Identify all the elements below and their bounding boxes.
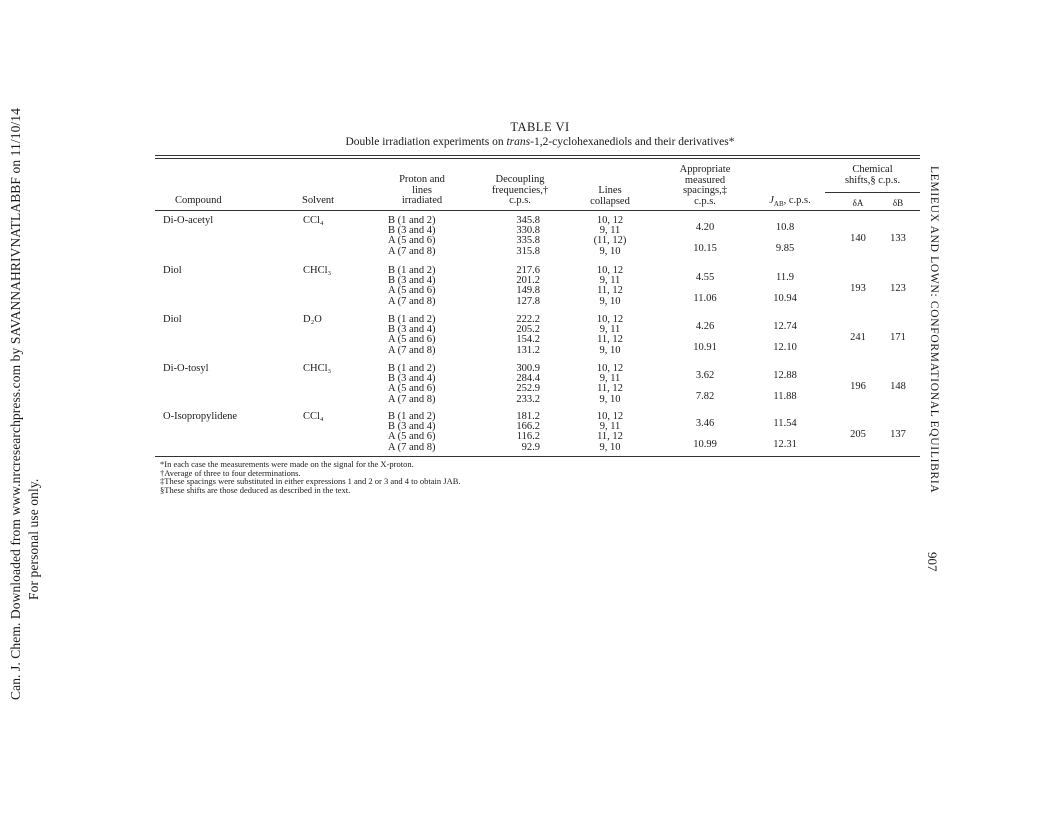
- row-1-lines-3: (11, 12): [593, 235, 627, 247]
- row-3-lines-1: 10, 12: [596, 314, 624, 325]
- header-delta-a: δA: [852, 198, 864, 208]
- header-proton: [372, 175, 472, 207]
- row-4-compound: Di-O-tosyl: [163, 363, 209, 374]
- row-5-lines-4: 9, 10: [599, 441, 621, 453]
- header-spacings-1: Appropriate: [679, 164, 731, 175]
- shifts-subrule: [825, 192, 920, 193]
- row-1-lines-2: 9, 11: [599, 225, 621, 237]
- row-3-jab-1: 12.74: [773, 321, 797, 332]
- row-1-freq-4: 315.8: [516, 245, 540, 257]
- row-3-jab-2: 12.10: [773, 341, 797, 353]
- header-delta-b: δB: [892, 198, 904, 208]
- row-4-proton-2: B (3 and 4): [388, 373, 436, 385]
- header-decoupling: [470, 175, 570, 207]
- row-4-proton-1: B (1 and 2): [388, 363, 436, 374]
- row-5-proton-1: B (1 and 2): [388, 411, 436, 422]
- row-3-solvent: D₂O: [303, 314, 322, 325]
- row-2-jab-1: 11.9: [776, 272, 794, 283]
- header-jab-letter: J: [769, 195, 774, 206]
- header-jab-sub: AB: [773, 200, 784, 209]
- row-4-freq-1: 300.9: [516, 363, 540, 374]
- row-2-db: 123: [890, 283, 906, 294]
- row-3-compound: Diol: [163, 314, 182, 325]
- row-2-da: 193: [850, 283, 866, 294]
- row-3-proton-2: B (3 and 4): [388, 324, 436, 336]
- row-5-jab-2: 12.31: [773, 438, 797, 450]
- caption-pre: Double irradiation experiments on: [345, 136, 507, 148]
- row-2-proton-2: B (3 and 4): [388, 275, 436, 287]
- row-3-freq-3: 154.2: [516, 334, 540, 346]
- row-5-lines-3: 11, 12: [597, 431, 623, 443]
- row-1-spacing-1: 4.20: [695, 222, 715, 233]
- row-2-proton-3: A (5 and 6): [388, 285, 436, 297]
- row-5-proton-3: A (5 and 6): [388, 431, 436, 443]
- row-1-lines-4: 9, 10: [599, 245, 621, 257]
- row-5-db: 137: [890, 429, 906, 440]
- row-2-proton-4: A (7 and 8): [388, 295, 436, 307]
- row-3-proton-3: A (5 and 6): [388, 334, 436, 346]
- header-compound: Compound: [175, 195, 222, 206]
- row-5-compound: O-Isopropylidene: [163, 411, 238, 422]
- row-1-proton-3: A (5 and 6): [388, 235, 436, 247]
- table-title: TABLE VI: [510, 120, 570, 134]
- row-1-proton-1: B (1 and 2): [388, 215, 436, 226]
- row-4-freq-3: 252.9: [516, 383, 540, 395]
- row-2-lines-3: 11, 12: [597, 285, 623, 297]
- row-2-lines-2: 9, 11: [599, 275, 621, 287]
- row-4-spacing-2: 7.82: [695, 390, 715, 402]
- header-spacings: [655, 165, 755, 207]
- header-spacings-4: c.p.s.: [694, 195, 716, 207]
- row-3-freq-1: 222.2: [516, 314, 540, 325]
- row-4-lines-3: 11, 12: [597, 383, 623, 395]
- row-5-lines-1: 10, 12: [596, 411, 624, 422]
- header-lines: [570, 186, 650, 207]
- row-2-spacing-2: 11.06: [693, 292, 717, 304]
- row-4-solvent: CHCl₃: [303, 363, 332, 374]
- header-shifts-1: Chemical: [852, 164, 893, 175]
- row-3-proton-1: B (1 and 2): [388, 314, 436, 325]
- row-4-da: 196: [850, 381, 866, 392]
- row-4-db: 148: [890, 381, 906, 392]
- header-jab: [755, 196, 825, 210]
- row-3-spacing-1: 4.26: [695, 321, 715, 332]
- row-5-jab-1: 11.54: [773, 418, 797, 429]
- top-rule-double: [155, 158, 920, 159]
- header-spacings-3: spacings,‡: [682, 185, 728, 196]
- row-1-compound: Di-O-acetyl: [163, 215, 214, 226]
- row-2-freq-3: 149.8: [516, 285, 540, 297]
- header-rule: [155, 210, 920, 211]
- row-4-proton-4: A (7 and 8): [388, 393, 436, 405]
- caption-post: -1,2-cyclohexanediols and their derivatives*: [530, 136, 735, 148]
- row-1-jab-1: 10.8: [775, 222, 795, 233]
- row-2-freq-2: 201.2: [516, 275, 540, 287]
- row-1-proton-4: A (7 and 8): [388, 245, 436, 257]
- row-5-solvent: CCl₄: [303, 411, 324, 422]
- row-1-freq-1: 345.8: [516, 215, 540, 226]
- row-4-jab-2: 11.88: [773, 390, 797, 402]
- header-decoupling-2: frequencies,†: [491, 184, 549, 196]
- row-2-freq-4: 127.8: [516, 295, 540, 307]
- footnote-1: *In each case the measurements were made on the signal for the X-proton.: [160, 459, 414, 469]
- row-4-spacing-1: 3.62: [695, 370, 715, 381]
- row-2-lines-1: 10, 12: [596, 265, 624, 276]
- row-5-freq-2: 166.2: [516, 421, 540, 433]
- row-5-freq-4: 92.9: [521, 441, 540, 453]
- header-jab-unit: , c.p.s.: [783, 195, 811, 206]
- header-decoupling-1: Decoupling: [495, 174, 545, 185]
- page-number: 907: [925, 552, 940, 572]
- row-5-lines-2: 9, 11: [599, 421, 621, 433]
- row-3-da: 241: [850, 332, 866, 343]
- row-1-freq-2: 330.8: [516, 225, 540, 237]
- row-3-proton-4: A (7 and 8): [388, 344, 436, 356]
- header-spacings-2: measured: [684, 174, 726, 186]
- row-4-lines-1: 10, 12: [596, 363, 624, 374]
- footnote-3: ‡These spacings were substituted in either expressions 1 and 2 or 3 and 4 to obtain JAB.: [160, 476, 461, 487]
- header-lines-2: collapsed: [590, 195, 630, 207]
- row-1-spacing-2: 10.15: [693, 242, 717, 254]
- header-shifts-2: shifts,§ c.p.s.: [844, 174, 901, 186]
- header-proton-2: lines: [412, 184, 432, 196]
- row-3-freq-4: 131.2: [516, 344, 540, 356]
- row-1-proton-2: B (3 and 4): [388, 225, 436, 237]
- row-3-lines-4: 9, 10: [599, 344, 621, 356]
- row-5-proton-4: A (7 and 8): [388, 441, 436, 453]
- row-4-proton-3: A (5 and 6): [388, 383, 436, 395]
- row-1-jab-2: 9.85: [775, 242, 795, 254]
- row-4-freq-4: 233.2: [516, 393, 540, 405]
- row-4-lines-4: 9, 10: [599, 393, 621, 405]
- row-5-freq-3: 116.2: [516, 431, 540, 443]
- row-5-freq-1: 181.2: [516, 411, 540, 422]
- row-2-spacing-1: 4.55: [695, 272, 715, 283]
- row-3-lines-2: 9, 11: [599, 324, 621, 336]
- row-2-proton-1: B (1 and 2): [388, 265, 436, 276]
- row-1-da: 140: [850, 233, 866, 244]
- row-2-solvent: CHCl₃: [303, 265, 332, 276]
- header-solvent: Solvent: [302, 195, 335, 206]
- row-2-compound: Diol: [163, 265, 182, 276]
- row-2-freq-1: 217.6: [516, 265, 540, 276]
- row-1-lines-1: 10, 12: [596, 215, 624, 226]
- row-1-solvent: CCl₄: [303, 215, 324, 226]
- row-1-db: 133: [890, 233, 906, 244]
- row-5-spacing-1: 3.46: [695, 418, 715, 429]
- footnote-2: †Average of three to four determinations.: [160, 467, 301, 478]
- row-5-spacing-2: 10.99: [693, 438, 717, 450]
- table-footnotes: [160, 460, 461, 494]
- header-proton-3: irradiated: [401, 195, 443, 206]
- table-caption: [0, 136, 1056, 148]
- header-decoupling-3: c.p.s.: [509, 195, 531, 206]
- header-shifts: [825, 165, 920, 186]
- row-2-lines-4: 9, 10: [599, 295, 621, 307]
- caption-italic: trans: [506, 136, 531, 148]
- row-4-lines-2: 9, 11: [599, 373, 621, 385]
- footnote-4: §These shifts are those deduced as described in the text.: [160, 484, 351, 495]
- row-3-lines-3: 11, 12: [597, 334, 623, 346]
- row-2-jab-2: 10.94: [773, 292, 797, 304]
- row-4-freq-2: 284.4: [516, 373, 540, 385]
- running-head: LEMIEUX AND LOWN: CONFORMATIONAL EQUILIBRIA: [928, 166, 940, 494]
- bottom-rule: [155, 456, 920, 457]
- row-3-db: 171: [890, 332, 906, 343]
- row-4-jab-1: 12.88: [773, 370, 797, 381]
- row-5-da: 205: [850, 429, 866, 440]
- watermark-line-1: Can. J. Chem. Downloaded from www.nrcresearchpress.com by SAVANNAHRIVNATLABBF on 11/10/14: [8, 108, 23, 700]
- top-rule: [155, 155, 920, 156]
- header-lines-1: Lines: [598, 185, 622, 196]
- row-3-freq-2: 205.2: [516, 324, 540, 336]
- row-3-spacing-2: 10.91: [693, 341, 717, 353]
- header-proton-1: Proton and: [399, 174, 445, 185]
- row-1-freq-3: 335.8: [516, 235, 540, 247]
- watermark-line-2: For personal use only.: [26, 478, 41, 600]
- row-5-proton-2: B (3 and 4): [388, 421, 436, 433]
